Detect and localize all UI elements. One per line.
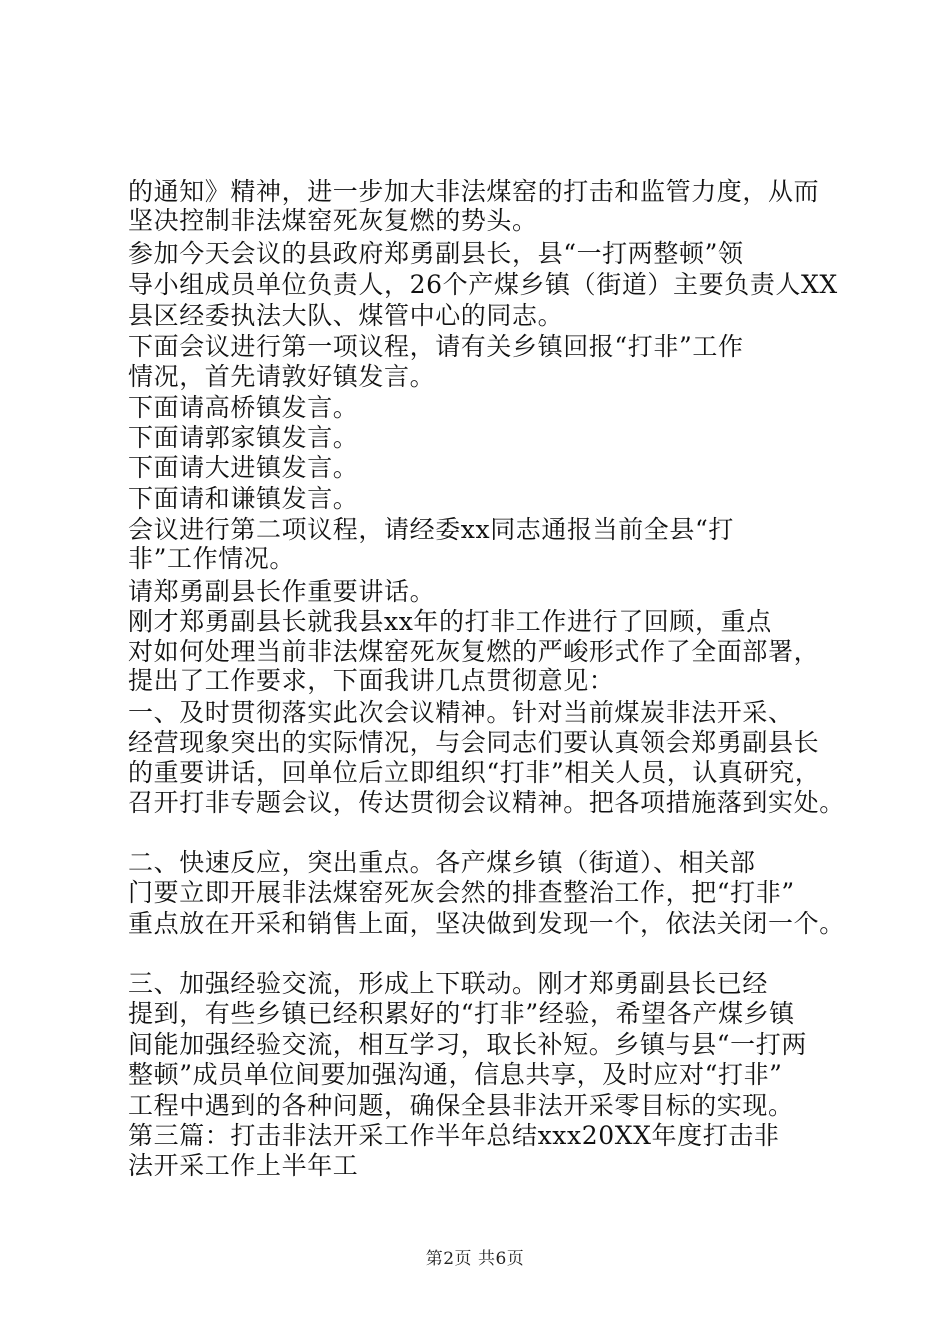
text-line: 提出了工作要求，下面我讲几点贯彻意见： xyxy=(128,666,615,695)
text-line: 重点放在开采和销售上面，坚决做到发现一个，依法关闭一个。 xyxy=(128,909,845,938)
text-line: 情况，首先请敦好镇发言。 xyxy=(128,362,436,391)
text-line: 请郑勇副县长作重要讲话。 xyxy=(128,577,436,606)
text-line: 对如何处理当前非法煤窑死灰复燃的严峻形式作了全面部署， xyxy=(128,637,820,666)
text-line: 下面请和谦镇发言。 xyxy=(128,484,359,513)
text-line: 法开采工作上半年工 xyxy=(128,1151,359,1180)
text-line: 下面请高桥镇发言。 xyxy=(128,393,359,422)
text-line: 参加今天会议的县政府郑勇副县长，县“一打两整顿”领 xyxy=(128,239,744,268)
text-line: 导小组成员单位负责人，26个产煤乡镇（街道）主要负责人XX xyxy=(128,270,838,299)
text-line: 门要立即开展非法煤窑死灰会然的排查整治工作，把“打非” xyxy=(128,878,795,907)
text-line: 的通知》精神，进一步加大非法煤窑的打击和监管力度，从而 xyxy=(128,177,820,206)
text-line: 县区经委执法大队、煤管中心的同志。 xyxy=(128,301,564,330)
text-line: 整顿”成员单位间要加强沟通，信息共享，及时应对“打非” xyxy=(128,1060,783,1089)
text-line: 三、加强经验交流，形成上下联动。刚才郑勇副县长已经 xyxy=(128,969,769,998)
text-line: 工程中遇到的各种问题，确保全县非法开采零目标的实现。 xyxy=(128,1091,794,1120)
text-line: 经营现象突出的实际情况，与会同志们要认真领会郑勇副县长 xyxy=(128,728,820,757)
text-line: 的重要讲话，回单位后立即组织“打非”相关人员，认真研究， xyxy=(128,758,821,787)
text-line: 间能加强经验交流，相互学习，取长补短。乡镇与县“一打两 xyxy=(128,1030,807,1059)
text-line: 召开打非专题会议，传达贯彻会议精神。把各项措施落到实处。 xyxy=(128,788,845,817)
text-line: 提到，有些乡镇已经积累好的“打非”经验，希望各产煤乡镇 xyxy=(128,999,795,1028)
text-line: 坚决控制非法煤窑死灰复燃的势头。 xyxy=(128,206,538,235)
text-line: 第三篇：打击非法开采工作半年总结xxx20XX年度打击非 xyxy=(128,1121,780,1150)
text-line: 下面会议进行第一项议程，请有关乡镇回报“打非”工作 xyxy=(128,332,744,361)
text-line: 下面请大进镇发言。 xyxy=(128,453,359,482)
text-line: 会议进行第二项议程，请经委xx同志通报当前全县“打 xyxy=(128,515,734,544)
page-number-footer: 第2页 共6页 xyxy=(425,1249,525,1269)
text-line: 下面请郭家镇发言。 xyxy=(128,423,359,452)
text-line: 非”工作情况。 xyxy=(128,544,295,573)
text-line: 二、快速反应，突出重点。各产煤乡镇（街道）、相关部 xyxy=(128,848,756,877)
text-line: 刚才郑勇副县长就我县xx年的打非工作进行了回顾，重点 xyxy=(128,607,772,636)
text-line: 一、及时贯彻落实此次会议精神。针对当前煤炭非法开采、 xyxy=(128,698,794,727)
